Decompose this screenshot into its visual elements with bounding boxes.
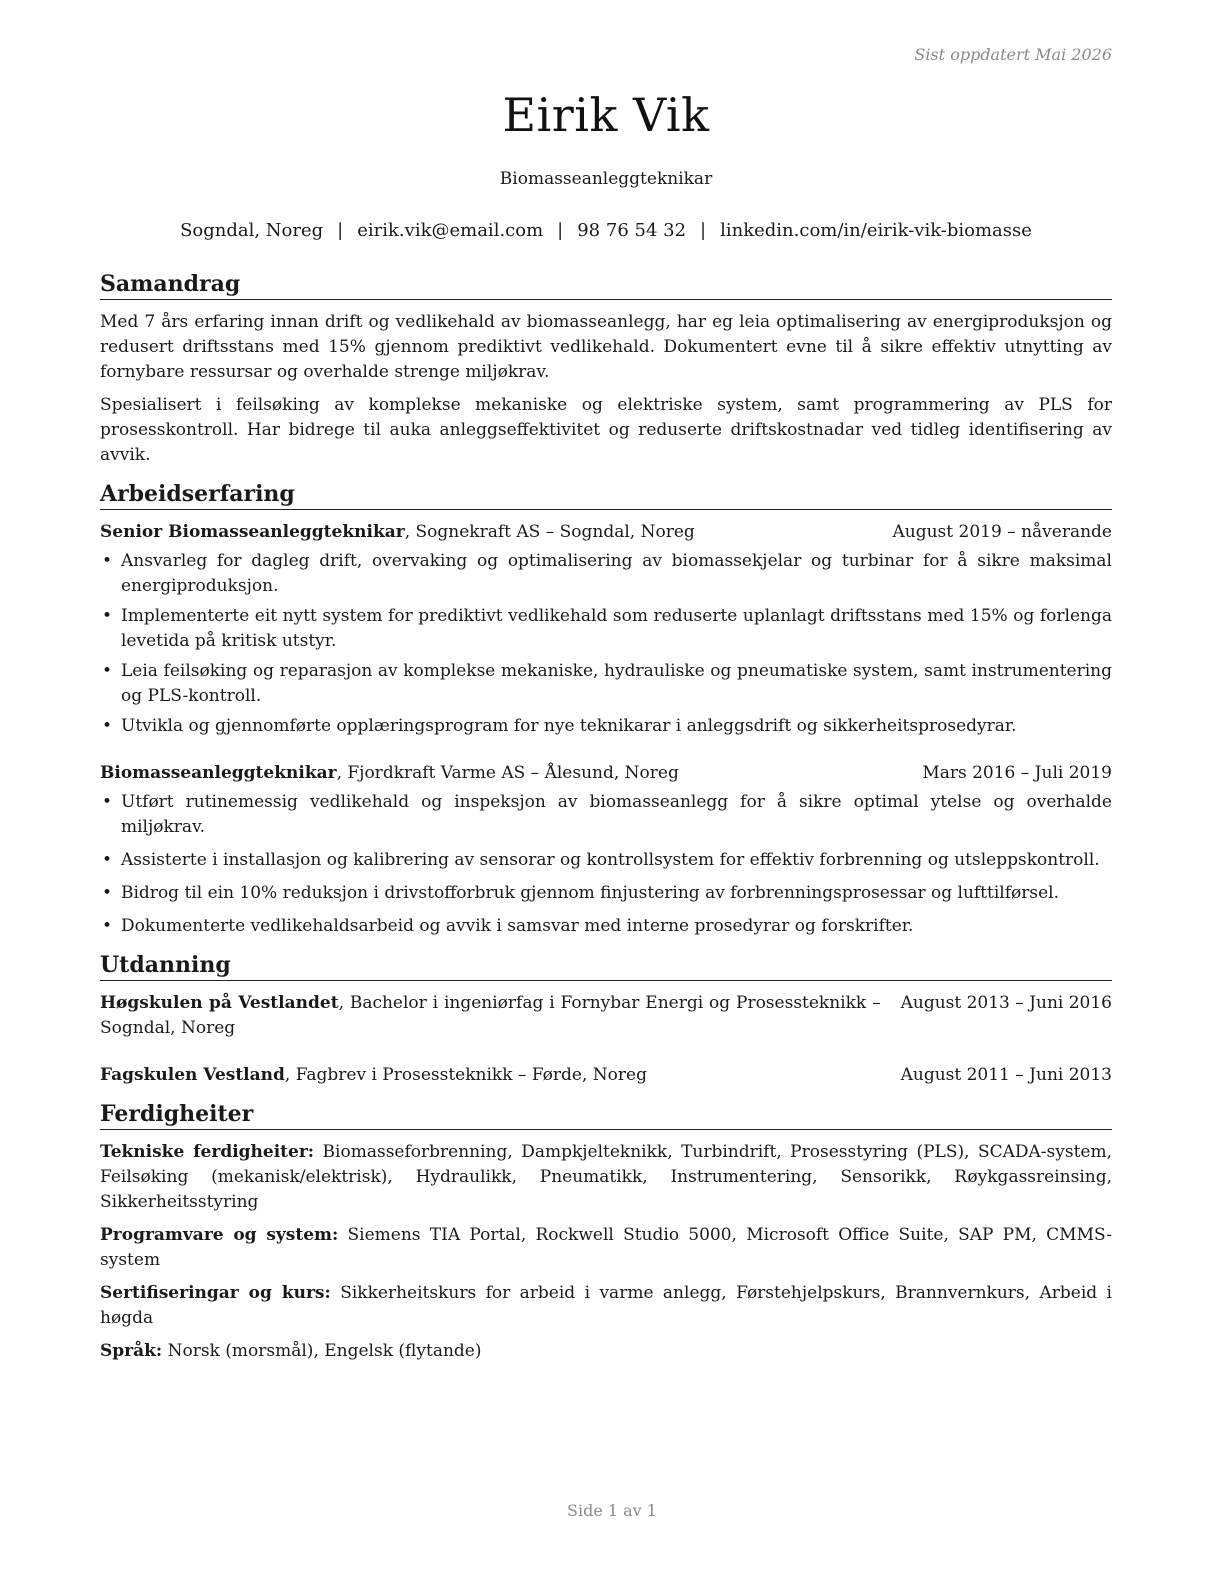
education-detail: , Fagbrev i Prosessteknikk – Førde, Noreg [284,1065,647,1085]
list-item [100,714,1112,739]
job-title-line [100,761,922,786]
last-updated: Sist oppdatert Mai 2026 [914,45,1112,64]
list-item [100,549,1112,599]
skill-label: Tekniske ferdigheiter: [100,1142,315,1162]
experience-section [100,480,1112,939]
section-title-experience: Arbeidserfaring [100,480,1112,510]
list-item [100,848,1112,873]
bullet-icon: • [102,916,113,936]
resume-content [100,270,1112,1372]
job-position: Senior Biomasseanleggteknikar [100,522,405,542]
bullet-icon: • [102,606,113,626]
bullet-text: Utført rutinemessig vedlikehald og inspeksjon av biomasseanlegg for å sikre optimal ytelse og overhalde miljøkrav. [121,792,1112,837]
bullet-icon: • [102,661,113,681]
candidate-name: Eirik Vik [502,88,710,142]
education-school: Høgskulen på Vestlandet [100,993,339,1013]
summary-section [100,270,1112,468]
skill-group [100,1140,1112,1215]
contact-separator: | [337,220,344,241]
job-employer: , Sognekraft AS – Sogndal, Noreg [404,522,695,542]
contact-separator: | [557,220,564,241]
section-title-skills: Ferdigheiter [100,1100,1112,1130]
bullet-icon: • [102,850,113,870]
bullet-text: Leia feilsøking og reparasjon av komplekse mekaniske, hydrauliske og pneumatiske system, samt instrumentering og PLS-kontroll. [121,661,1112,706]
contact-separator: | [700,220,707,241]
skills-section [100,1100,1112,1364]
bullet-text: Implementerte eit nytt system for prediktivt vedlikehald som reduserte uplanlagt driftsstans med 15% og forlenga levetida på kritisk utstyr. [121,606,1112,651]
skill-label: Språk: [100,1341,163,1361]
job-position: Biomasseanleggteknikar [100,763,337,783]
job-header [100,761,1112,786]
job-title-line [100,520,893,545]
job-header [100,520,1112,545]
skill-group [100,1281,1112,1331]
section-title-education: Utdanning [100,951,1112,981]
bullet-icon: • [102,716,113,736]
skill-label: Programvare og system: [100,1225,339,1245]
contact-line [100,220,1112,241]
summary-paragraph: Med 7 års erfaring innan drift og vedlikehald av biomasseanlegg, har eg leia optimalisering av energiproduksjon og redusert driftsstans med 15% gjennom prediktivt vedlikehald. Dokumentert evne til å sikre effektiv utnytting av fornybare ressursar og overhalde strenge miljøkrav. [100,312,1112,382]
skill-value: Biomasseforbrenning, Dampkjelteknikk, Turbindrift, Prosesstyring (PLS), SCADA-system, Feilsøking (mekanisk/elektrisk), Hydraulikk, Pneumatikk, Instrumentering, Sensorikk, Røykgassreinsing, Sikkerheitsstyring [100,1142,1112,1212]
list-item [100,881,1112,906]
candidate-role: Biomasseanleggteknikar [499,169,713,189]
education-school: Fagskulen Vestland [100,1065,285,1085]
skill-label: Sertifiseringar og kurs: [100,1283,331,1303]
bullet-icon: • [102,883,113,903]
skill-value: Siemens TIA Portal, Rockwell Studio 5000, Microsoft Office Suite, SAP PM, CMMS-system [100,1225,1113,1270]
bullet-text: Bidrog til ein 10% reduksjon i drivstofforbruk gjennom finjustering av forbrenningsprosessar og lufttilførsel. [121,883,1059,903]
list-item [100,604,1112,654]
contact-email[interactable]: eirik.vik@email.com [357,220,544,241]
contact-location: Sogndal, Noreg [180,220,324,241]
skill-group [100,1339,1112,1364]
job-bullets [100,790,1112,939]
job-entry [100,761,1112,939]
skill-value: Norsk (morsmål), Engelsk (flytande) [167,1341,482,1361]
summary-paragraph: Spesialisert i feilsøking av komplekse mekaniske og elektriske system, samt programmering av PLS for prosesskontroll. Har bidrege til auka anleggseffektivitet og reduserte driftskostnadar ved tidleg identifisering av avvik. [100,395,1112,465]
education-detail: , Bachelor i ingeniørfag i Fornybar Energi og Prosessteknikk – Sogndal, Noreg [100,993,881,1038]
skill-value: Sikkerheitskurs for arbeid i varme anlegg, Førstehjelpskurs, Brannvernkurs, Arbeid i høgda [100,1283,1112,1328]
job-period: August 2019 – nåverande [892,522,1112,542]
job-period: Mars 2016 – Juli 2019 [922,763,1112,783]
bullet-text: Utvikla og gjennomførte opplæringsprogram for nye teknikarar i anleggsdrift og sikkerheitsprosedyrar. [121,716,1017,736]
page-indicator: Side 1 av 1 [567,1501,657,1520]
list-item [100,659,1112,709]
education-title-line [100,991,901,1041]
bullet-text: Ansvarleg for dagleg drift, overvaking og optimalisering av biomassekjelar og turbinar for å sikre maksimal energiproduksjon. [121,551,1112,596]
education-section [100,951,1112,1088]
skill-group [100,1223,1112,1273]
education-entry [100,991,1112,1041]
job-entry [100,520,1112,739]
list-item [100,914,1112,939]
job-bullets [100,549,1112,739]
education-period: August 2011 – Juni 2013 [900,1065,1112,1085]
bullet-icon: • [102,792,113,812]
bullet-icon: • [102,551,113,571]
education-period: August 2013 – Juni 2016 [900,993,1112,1013]
contact-linkedin[interactable]: linkedin.com/in/eirik-vik-biomasse [720,220,1032,241]
section-title-summary: Samandrag [100,270,1112,300]
job-employer: , Fjordkraft Varme AS – Ålesund, Noreg [336,763,679,783]
education-entry [100,1063,1112,1088]
education-title-line [100,1063,901,1088]
bullet-text: Dokumenterte vedlikehaldsarbeid og avvik i samsvar med interne prosedyrar og forskrifter. [121,916,914,936]
list-item [100,790,1112,840]
bullet-text: Assisterte i installasjon og kalibrering av sensorar og kontrollsystem for effektiv forbrenning og utsleppskontroll. [121,850,1100,870]
contact-phone: 98 76 54 32 [577,220,687,241]
